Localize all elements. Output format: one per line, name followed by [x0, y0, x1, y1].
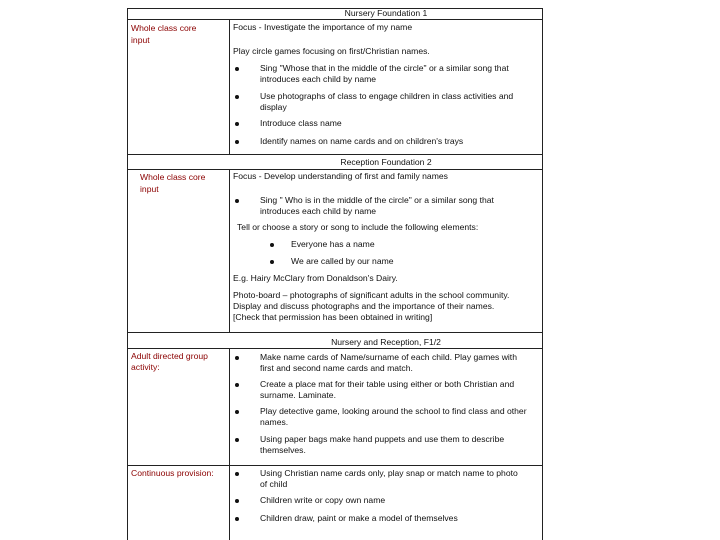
combined-heading: Nursery and Reception, F1/2 [331, 337, 441, 347]
list-item: Using paper bags make hand puppets and use them to describe [260, 434, 505, 444]
adult-directed-label: Adult directed group [131, 351, 208, 361]
bullet-icon [235, 95, 239, 99]
bullet-icon [235, 140, 239, 144]
list-item: Introduce class name [260, 118, 342, 128]
row-divider [127, 332, 543, 333]
row-divider [127, 348, 543, 349]
bullet-icon [235, 517, 239, 521]
nursery-left-label-2: input [131, 35, 150, 45]
nursery-left-label: Whole class core [131, 23, 197, 33]
bullet-icon [235, 67, 239, 71]
reception-focus: Focus - Develop understanding of first and family names [233, 171, 448, 181]
list-item: Play detective game, looking around the school to find class and other [260, 406, 527, 416]
list-item-cont: surname. Laminate. [260, 390, 336, 400]
list-item: Using Christian name cards only, play snap or match name to photo [260, 468, 518, 478]
column-divider [229, 348, 230, 540]
reception-example: E.g. Hairy McClary from Donaldson's Dairy. [233, 273, 398, 283]
bullet-icon [235, 122, 239, 126]
bullet-icon [235, 438, 239, 442]
bullet-icon [235, 356, 239, 360]
adult-directed-label-2: activity: [131, 362, 160, 372]
row-divider [127, 19, 543, 20]
bullet-icon [270, 260, 274, 264]
reception-heading: Reception Foundation 2 [340, 157, 432, 167]
nursery-intro: Play circle games focusing on first/Christian names. [233, 46, 430, 56]
list-item-cont: themselves. [260, 445, 306, 455]
reception-photo-line: Photo-board – photographs of significant adults in the school community. [233, 290, 510, 300]
list-item: Use photographs of class to engage children in class activities and [260, 91, 514, 101]
list-item: Children draw, paint or make a model of themselves [260, 513, 458, 523]
row-divider [127, 465, 543, 466]
list-item-cont: names. [260, 417, 289, 427]
reception-photo-line: [Check that permission has been obtained in writing] [233, 312, 433, 322]
bullet-icon [270, 243, 274, 247]
list-item: We are called by our name [291, 256, 394, 266]
list-item: Children write or copy own name [260, 495, 386, 505]
column-divider [229, 169, 230, 332]
reception-photo-line: Display and discuss photographs and the importance of their names. [233, 301, 495, 311]
nursery-heading: Nursery Foundation 1 [344, 8, 428, 18]
bullet-icon [235, 472, 239, 476]
list-item-cont: introduces each child by name [260, 206, 377, 216]
reception-left-label: Whole class core [140, 172, 206, 182]
bullet-icon [235, 499, 239, 503]
bullet-icon [235, 383, 239, 387]
list-item-cont: first and second name cards and match. [260, 363, 413, 373]
bullet-icon [235, 410, 239, 414]
list-item: Sing " Who is in the middle of the circle" or a similar song that [260, 195, 494, 205]
list-item: Make name cards of Name/surname of each child. Play games with [260, 352, 517, 362]
continuous-provision-label: Continuous provision: [131, 468, 214, 478]
list-item: Create a place mat for their table using either or both Christian and [260, 379, 515, 389]
list-item: Identify names on name cards and on children's trays [260, 136, 464, 146]
bullet-icon [235, 199, 239, 203]
reception-left-label-2: input [140, 184, 159, 194]
row-divider [127, 169, 543, 170]
list-item-cont: display [260, 102, 287, 112]
row-divider [127, 154, 543, 155]
list-item: Sing "Whose that in the middle of the circle" or a similar song that [260, 63, 509, 73]
column-divider [229, 19, 230, 154]
list-item-cont: of child [260, 479, 288, 489]
list-item: Everyone has a name [291, 239, 375, 249]
list-item-cont: introduces each child by name [260, 74, 377, 84]
reception-tell: Tell or choose a story or song to include the following elements: [237, 222, 479, 232]
nursery-focus: Focus - Investigate the importance of my name [233, 22, 413, 32]
